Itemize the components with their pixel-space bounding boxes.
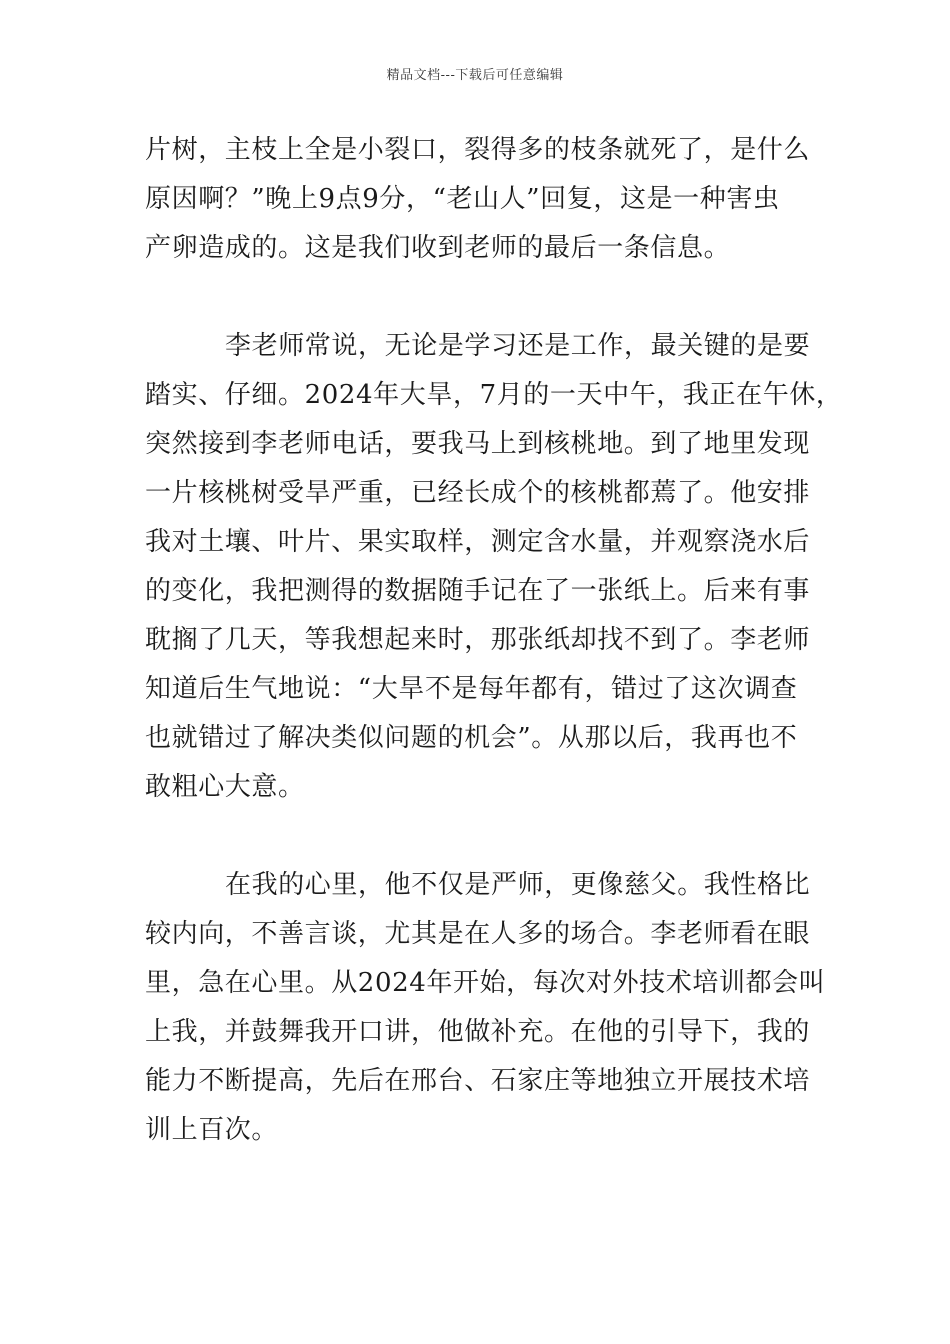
paragraph-line: 片树，主枝上全是小裂口，裂得多的枝条就死了，是什么 <box>145 135 811 165</box>
paragraph-line: 能力不断提高，先后在邢台、石家庄等地独立开展技术培 <box>145 1066 811 1096</box>
paragraph-line: 耽搁了几天，等我想起来时，那张纸却找不到了。李老师 <box>145 625 811 655</box>
paragraph-line: 的变化，我把测得的数据随手记在了一张纸上。后来有事 <box>145 576 811 606</box>
paragraph-line: 也就错过了解决类似问题的机会”。从那以后，我再也不 <box>145 723 798 753</box>
paragraph-line: 知道后生气地说：“大旱不是每年都有，错过了这次调查 <box>145 674 798 704</box>
paragraph-line: 踏实、仔细。2024年大旱，7月的一天中午，我正在午休， <box>145 380 843 410</box>
paragraph-line: 在我的心里，他不仅是严师，更像慈父。我性格比 <box>225 870 811 900</box>
paragraph-line: 较内向，不善言谈，尤其是在人多的场合。李老师看在眼 <box>145 919 811 949</box>
paragraph-line: 李老师常说，无论是学习还是工作，最关键的是要 <box>225 331 811 361</box>
paragraph-line: 我对土壤、叶片、果实取样，测定含水量，并观察浇水后 <box>145 527 811 557</box>
paragraph-line: 原因啊？”晚上9点9分，“老山人”回复，这是一种害虫 <box>145 184 780 214</box>
paragraph-gap <box>145 812 807 861</box>
paragraph-3 <box>145 861 826 1155</box>
paragraph-line: 产卵造成的。这是我们收到老师的最后一条信息。 <box>145 233 731 263</box>
paragraph-2 <box>145 322 843 812</box>
paragraph-line: 上我，并鼓舞我开口讲，他做补充。在他的引导下，我的 <box>145 1017 811 1047</box>
paragraph-1 <box>145 126 811 273</box>
paragraph-line: 训上百次。 <box>145 1115 279 1145</box>
paragraph-line: 一片核桃树受旱严重，已经长成个的核桃都蔫了。他安排 <box>145 478 811 508</box>
page-header: 精品文档---下载后可任意编辑 <box>386 68 564 83</box>
paragraph-line: 敢粗心大意。 <box>145 772 305 802</box>
paragraph-line: 突然接到李老师电话，要我马上到核桃地。到了地里发现 <box>145 429 811 459</box>
paragraph-gap <box>145 273 807 322</box>
document-body <box>145 126 843 1155</box>
paragraph-line: 里，急在心里。从2024年开始，每次对外技术培训都会叫 <box>145 968 826 998</box>
